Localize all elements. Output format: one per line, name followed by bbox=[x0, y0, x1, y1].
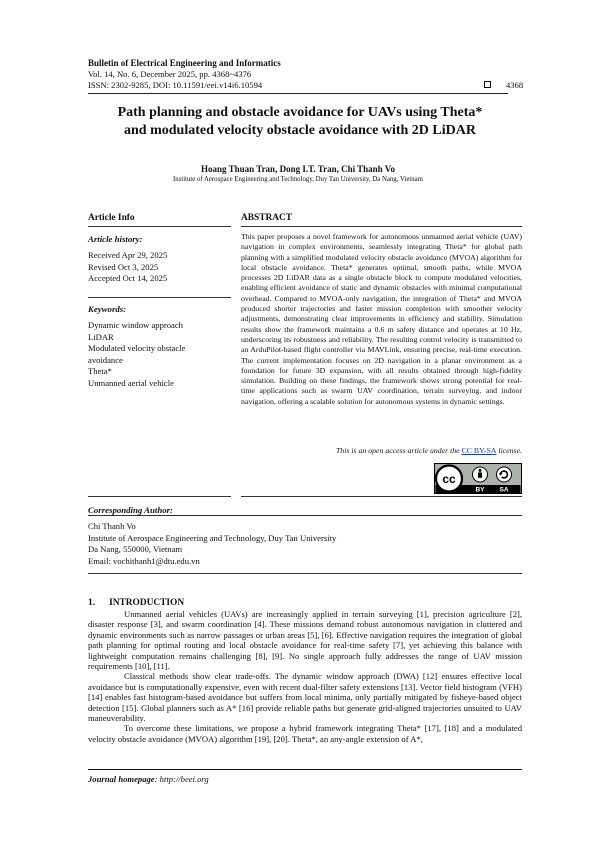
history-accepted: Accepted Oct 14, 2025 bbox=[88, 273, 168, 283]
keyword-item: avoidance bbox=[88, 354, 123, 365]
history-received: Received Apr 29, 2025 bbox=[88, 250, 168, 260]
license-link[interactable]: CC BY-SA bbox=[461, 446, 497, 455]
intro-paragraph-2: Classical methods show clear trade-offs. The dynamic window approach (DWA) [12] ensures effective local avoidance but is computationally expensive, even with recent dual-filter safety extensions [13]. Vector field histogram (VFH) [14] enables fast histogram-based avoidance but suffers from local minima, only partially mitigated by fisheye-based object detection [15]. Global planners such as A* [16] provide reliable paths but generate grid-aligned trajectories unsuited to UAV maneuverability. bbox=[88, 671, 522, 724]
journal-homepage bbox=[88, 774, 209, 784]
license-prefix: This is an open access article under the bbox=[335, 446, 462, 455]
journal-volume-line: Vol. 14, No. 6, December 2025, pp. 4368~4376 bbox=[88, 69, 252, 79]
journal-name: Bulletin of Electrical Engineering and Informatics bbox=[88, 58, 281, 68]
footer-rule bbox=[88, 769, 522, 770]
header-rule bbox=[88, 93, 508, 94]
intro-paragraph-1: Unmanned aerial vehicles (UAVs) are increasingly applied in terrain surveying [1], precision agriculture [2], disaster response [3], and swarm coordination [4]. These missions demand robust autonomous navigation in cluttered and dynamic environments such as narrow passages or urban areas [5], [6]. Effective navigation requires the integration of global path planning for optimal routing and local obstacle avoidance for real-time safety [7], yet achieving this balance with lightweight computation remains challenging [8], [9]. No single approach fully addresses the range of UAV mission requirements [10], [11]. bbox=[88, 609, 522, 672]
cc-by-sa-logo[interactable] bbox=[434, 463, 522, 494]
by-label: BY bbox=[475, 486, 485, 494]
article-history-heading: Article history: bbox=[88, 234, 143, 244]
abstract-heading: ABSTRACT bbox=[241, 213, 293, 223]
paper-title bbox=[80, 104, 520, 140]
article-info-heading: Article Info bbox=[88, 213, 135, 223]
affiliation: Institute of Aerospace Engineering and Technology, Duy Tan University, Da Nang, Vietnam bbox=[173, 176, 423, 183]
keyword-item: LiDAR bbox=[88, 331, 114, 342]
divider bbox=[241, 496, 522, 497]
intro-paragraph-3: To overcome these limitations, we propose a hybrid framework integrating Theta* [17], [18] and a modulated velocity obstacle avoidance (MVOA) algorithm [19], [20]. Theta*, an any-angle extension of A*, bbox=[88, 723, 522, 744]
divider bbox=[241, 226, 522, 227]
divider bbox=[88, 573, 522, 574]
journal-issn-line: ISSN: 2302-9285, DOI: 10.11591/eei.v14i6.10594 bbox=[88, 80, 263, 90]
divider bbox=[88, 297, 231, 298]
keyword-item: Modulated velocity obstacle bbox=[88, 343, 186, 353]
license-suffix: license. bbox=[496, 446, 522, 455]
sa-label: SA bbox=[499, 486, 509, 494]
divider bbox=[88, 226, 231, 227]
divider bbox=[88, 496, 231, 497]
history-revised: Revised Oct 3, 2025 bbox=[88, 261, 159, 272]
page-number: 4368 bbox=[506, 80, 524, 90]
keyword-item: Theta* bbox=[88, 366, 112, 376]
introduction-body bbox=[88, 609, 522, 744]
divider bbox=[88, 515, 522, 516]
keyword-item: Dynamic window approach bbox=[88, 320, 183, 330]
title-line-1: Path planning and obstacle avoidance for UAVs using Theta* bbox=[117, 105, 483, 120]
author-name: Chi Thanh Vo bbox=[88, 521, 136, 531]
license-statement bbox=[241, 446, 522, 455]
title-line-2: and modulated velocity obstacle avoidance with 2D LiDAR bbox=[124, 123, 476, 138]
cc-icon: cc bbox=[442, 471, 456, 486]
keyword-item: Unmanned aerial vehicle bbox=[88, 377, 174, 388]
abstract-text: This paper proposes a novel framework for autonomous unmanned aerial vehicle (UAV) navigation in complex environments, seamlessly integrating Theta* for global path planning with a simplified modulated velocity obstacle avoidance (MVOA) algorithm for local obstacle avoidance. Theta* generates optimal, smooth paths, while MVOA processes 2D LiDAR data as a single obstacle block to compute modulated velocities, enabling efficient avoidance of static and dynamic obstacles with minimal computational overhead. Compared to MVOA-only navigation, the integration of Theta* and MVOA produced shorter trajectories and faster mission completion with smoother velocity adjustments, demonstrating clear improvements in efficiency and stability. Simulation results show the framework maintains a 0.6 m safety distance and operates at 10 Hz, underscoring its robustness and reliability. The resulting control velocity is transmitted to an ArduPilot-based flight controller via MAVLink, ensuring precise, real-time execution. The current implementation focuses on 2D navigation in a planar environment as a foundation for future 3D expansion, with all results obtained through high-fidelity simulation. Building on these findings, the framework shows strong potential for real-time applications such as swarm UAV coordination, terrain surveying, and indoor navigation, offering a scalable solution for autonomous systems in dynamic settings. bbox=[241, 232, 522, 406]
homepage-url[interactable]: : http://beei.org bbox=[154, 774, 209, 784]
corresponding-author-details bbox=[88, 521, 336, 567]
author-institute: Institute of Aerospace Engineering and Technology, Duy Tan University bbox=[88, 532, 337, 543]
keywords-list bbox=[88, 320, 233, 389]
article-history-list bbox=[88, 250, 233, 285]
corresponding-author-heading: Corresponding Author: bbox=[88, 505, 173, 515]
introduction-heading: 1. INTRODUCTION bbox=[88, 598, 185, 608]
authors: Hoang Thuan Tran, Dong I.T. Tran, Chi Thanh Vo bbox=[201, 164, 395, 174]
homepage-label: Journal homepage bbox=[88, 774, 155, 784]
author-email[interactable]: Email: vochithanh1@dtu.edu.vn bbox=[88, 555, 200, 566]
keywords-heading: Keywords: bbox=[88, 304, 127, 314]
author-city: Da Nang, 550000, Vietnam bbox=[88, 544, 183, 555]
page-square-icon bbox=[484, 81, 491, 88]
